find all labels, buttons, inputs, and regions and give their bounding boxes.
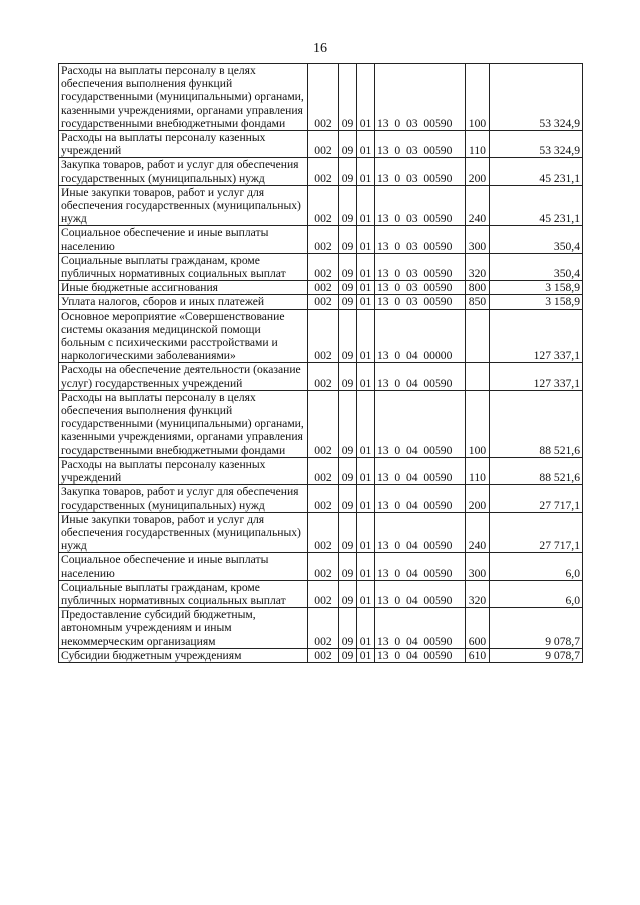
target-article-code-cell: 13 0 04 00590 <box>375 363 466 390</box>
subsection-code-cell: 01 <box>357 512 375 553</box>
ministry-code-cell: 002 <box>308 608 339 649</box>
amount-cell: 3 158,9 <box>490 295 583 309</box>
expense-type-code-cell: 110 <box>466 131 490 158</box>
target-article-code-cell: 13 0 03 00590 <box>375 281 466 295</box>
subsection-code-cell: 01 <box>357 281 375 295</box>
ministry-code-cell: 002 <box>308 363 339 390</box>
amount-cell: 127 337,1 <box>490 309 583 363</box>
target-article-code-cell: 13 0 04 00590 <box>375 648 466 662</box>
expense-type-code-cell <box>466 363 490 390</box>
subsection-code-cell: 01 <box>357 608 375 649</box>
subsection-code-cell: 01 <box>357 226 375 253</box>
subsection-code-cell: 01 <box>357 185 375 226</box>
expense-name-cell: Иные бюджетные ассигнования <box>59 281 308 295</box>
expense-type-code-cell: 200 <box>466 158 490 185</box>
ministry-code-cell: 002 <box>308 185 339 226</box>
table-row <box>59 457 583 484</box>
ministry-code-cell: 002 <box>308 648 339 662</box>
table-row <box>59 131 583 158</box>
subsection-code-cell: 01 <box>357 295 375 309</box>
table-row <box>59 580 583 607</box>
ministry-code-cell: 002 <box>308 226 339 253</box>
expense-type-code-cell: 300 <box>466 553 490 580</box>
section-code-cell: 09 <box>339 485 357 512</box>
section-code-cell: 09 <box>339 158 357 185</box>
amount-cell: 27 717,1 <box>490 485 583 512</box>
section-code-cell: 09 <box>339 295 357 309</box>
subsection-code-cell: 01 <box>357 158 375 185</box>
expense-name-cell: Социальные выплаты гражданам, кроме публичных нормативных социальных выплат <box>59 580 308 607</box>
target-article-code-cell: 13 0 03 00590 <box>375 226 466 253</box>
expense-name-cell: Закупка товаров, работ и услуг для обеспечения государственных (муниципальных) нужд <box>59 158 308 185</box>
expense-type-code-cell: 100 <box>466 390 490 457</box>
ministry-code-cell: 002 <box>308 309 339 363</box>
table-row <box>59 295 583 309</box>
expense-type-code-cell: 200 <box>466 485 490 512</box>
section-code-cell: 09 <box>339 309 357 363</box>
table-row <box>59 390 583 457</box>
ministry-code-cell: 002 <box>308 253 339 280</box>
ministry-code-cell: 002 <box>308 485 339 512</box>
amount-cell: 45 231,1 <box>490 158 583 185</box>
section-code-cell: 09 <box>339 580 357 607</box>
expense-name-cell: Иные закупки товаров, работ и услуг для обеспечения государственных (муниципальных) нужд <box>59 512 308 553</box>
expense-name-cell: Социальное обеспечение и иные выплаты населению <box>59 553 308 580</box>
target-article-code-cell: 13 0 03 00590 <box>375 253 466 280</box>
section-code-cell: 09 <box>339 185 357 226</box>
table-row <box>59 185 583 226</box>
expense-name-cell: Закупка товаров, работ и услуг для обеспечения государственных (муниципальных) нужд <box>59 485 308 512</box>
table-row <box>59 608 583 649</box>
expense-type-code-cell: 600 <box>466 608 490 649</box>
subsection-code-cell: 01 <box>357 457 375 484</box>
subsection-code-cell: 01 <box>357 131 375 158</box>
expense-type-code-cell: 320 <box>466 580 490 607</box>
amount-cell: 27 717,1 <box>490 512 583 553</box>
subsection-code-cell: 01 <box>357 390 375 457</box>
expense-type-code-cell: 100 <box>466 64 490 131</box>
expense-name-cell: Иные закупки товаров, работ и услуг для обеспечения государственных (муниципальных) нужд <box>59 185 308 226</box>
amount-cell: 3 158,9 <box>490 281 583 295</box>
ministry-code-cell: 002 <box>308 553 339 580</box>
table-body <box>59 64 583 663</box>
amount-cell: 53 324,9 <box>490 64 583 131</box>
expense-type-code-cell: 320 <box>466 253 490 280</box>
amount-cell: 350,4 <box>490 226 583 253</box>
subsection-code-cell: 01 <box>357 580 375 607</box>
table-row <box>59 253 583 280</box>
amount-cell: 6,0 <box>490 580 583 607</box>
section-code-cell: 09 <box>339 131 357 158</box>
target-article-code-cell: 13 0 04 00590 <box>375 457 466 484</box>
target-article-code-cell: 13 0 04 00590 <box>375 608 466 649</box>
section-code-cell: 09 <box>339 648 357 662</box>
expense-name-cell: Расходы на выплаты персоналу казенных учреждений <box>59 131 308 158</box>
subsection-code-cell: 01 <box>357 253 375 280</box>
expense-type-code-cell: 110 <box>466 457 490 484</box>
expense-name-cell: Расходы на выплаты персоналу в целях обеспечения выполнения функций государственными (муниципальными) органами, казенными учреждениями, органами управления государственными внебюджетными фондами <box>59 390 308 457</box>
amount-cell: 350,4 <box>490 253 583 280</box>
table-row <box>59 281 583 295</box>
ministry-code-cell: 002 <box>308 390 339 457</box>
amount-cell: 127 337,1 <box>490 363 583 390</box>
target-article-code-cell: 13 0 03 00590 <box>375 64 466 131</box>
expense-name-cell: Социальные выплаты гражданам, кроме публичных нормативных социальных выплат <box>59 253 308 280</box>
ministry-code-cell: 002 <box>308 512 339 553</box>
expense-name-cell: Социальное обеспечение и иные выплаты населению <box>59 226 308 253</box>
target-article-code-cell: 13 0 03 00590 <box>375 185 466 226</box>
table-row <box>59 553 583 580</box>
section-code-cell: 09 <box>339 512 357 553</box>
amount-cell: 53 324,9 <box>490 131 583 158</box>
ministry-code-cell: 002 <box>308 457 339 484</box>
table-row <box>59 64 583 131</box>
budget-table <box>58 63 583 663</box>
amount-cell: 9 078,7 <box>490 608 583 649</box>
target-article-code-cell: 13 0 03 00590 <box>375 295 466 309</box>
ministry-code-cell: 002 <box>308 131 339 158</box>
section-code-cell: 09 <box>339 553 357 580</box>
ministry-code-cell: 002 <box>308 580 339 607</box>
expense-name-cell: Расходы на выплаты персоналу в целях обеспечения выполнения функций государственными (муниципальными) органами, казенными учреждениями, органами управления государственными внебюджетными фондами <box>59 64 308 131</box>
amount-cell: 9 078,7 <box>490 648 583 662</box>
subsection-code-cell: 01 <box>357 363 375 390</box>
section-code-cell: 09 <box>339 608 357 649</box>
expense-name-cell: Расходы на выплаты персоналу казенных учреждений <box>59 457 308 484</box>
target-article-code-cell: 13 0 04 00590 <box>375 512 466 553</box>
target-article-code-cell: 13 0 04 00590 <box>375 553 466 580</box>
table-row <box>59 648 583 662</box>
ministry-code-cell: 002 <box>308 281 339 295</box>
page-number: 16 <box>313 41 327 56</box>
table-row <box>59 158 583 185</box>
expense-type-code-cell: 240 <box>466 512 490 553</box>
ministry-code-cell: 002 <box>308 295 339 309</box>
section-code-cell: 09 <box>339 281 357 295</box>
expense-name-cell: Предоставление субсидий бюджетным, автономным учреждениям и иным некоммерческим организациям <box>59 608 308 649</box>
table-row <box>59 485 583 512</box>
subsection-code-cell: 01 <box>357 309 375 363</box>
table-row <box>59 309 583 363</box>
target-article-code-cell: 13 0 04 00000 <box>375 309 466 363</box>
target-article-code-cell: 13 0 04 00590 <box>375 485 466 512</box>
subsection-code-cell: 01 <box>357 648 375 662</box>
subsection-code-cell: 01 <box>357 553 375 580</box>
expense-type-code-cell: 300 <box>466 226 490 253</box>
expense-name-cell: Основное мероприятие «Совершенствование системы оказания медицинской помощи больным с психическими расстройствами и наркологическими заболеваниями» <box>59 309 308 363</box>
table-row <box>59 512 583 553</box>
expense-name-cell: Уплата налогов, сборов и иных платежей <box>59 295 308 309</box>
subsection-code-cell: 01 <box>357 485 375 512</box>
section-code-cell: 09 <box>339 226 357 253</box>
table-row <box>59 363 583 390</box>
expense-type-code-cell: 240 <box>466 185 490 226</box>
amount-cell: 6,0 <box>490 553 583 580</box>
section-code-cell: 09 <box>339 253 357 280</box>
expense-type-code-cell <box>466 309 490 363</box>
amount-cell: 45 231,1 <box>490 185 583 226</box>
expense-name-cell: Расходы на обеспечение деятельности (оказание услуг) государственных учреждений <box>59 363 308 390</box>
table-row <box>59 226 583 253</box>
expense-type-code-cell: 850 <box>466 295 490 309</box>
section-code-cell: 09 <box>339 363 357 390</box>
section-code-cell: 09 <box>339 390 357 457</box>
amount-cell: 88 521,6 <box>490 390 583 457</box>
expense-type-code-cell: 610 <box>466 648 490 662</box>
subsection-code-cell: 01 <box>357 64 375 131</box>
expense-name-cell: Субсидии бюджетным учреждениям <box>59 648 308 662</box>
ministry-code-cell: 002 <box>308 158 339 185</box>
target-article-code-cell: 13 0 03 00590 <box>375 158 466 185</box>
target-article-code-cell: 13 0 03 00590 <box>375 131 466 158</box>
target-article-code-cell: 13 0 04 00590 <box>375 580 466 607</box>
amount-cell: 88 521,6 <box>490 457 583 484</box>
ministry-code-cell: 002 <box>308 64 339 131</box>
section-code-cell: 09 <box>339 457 357 484</box>
expense-type-code-cell: 800 <box>466 281 490 295</box>
section-code-cell: 09 <box>339 64 357 131</box>
target-article-code-cell: 13 0 04 00590 <box>375 390 466 457</box>
